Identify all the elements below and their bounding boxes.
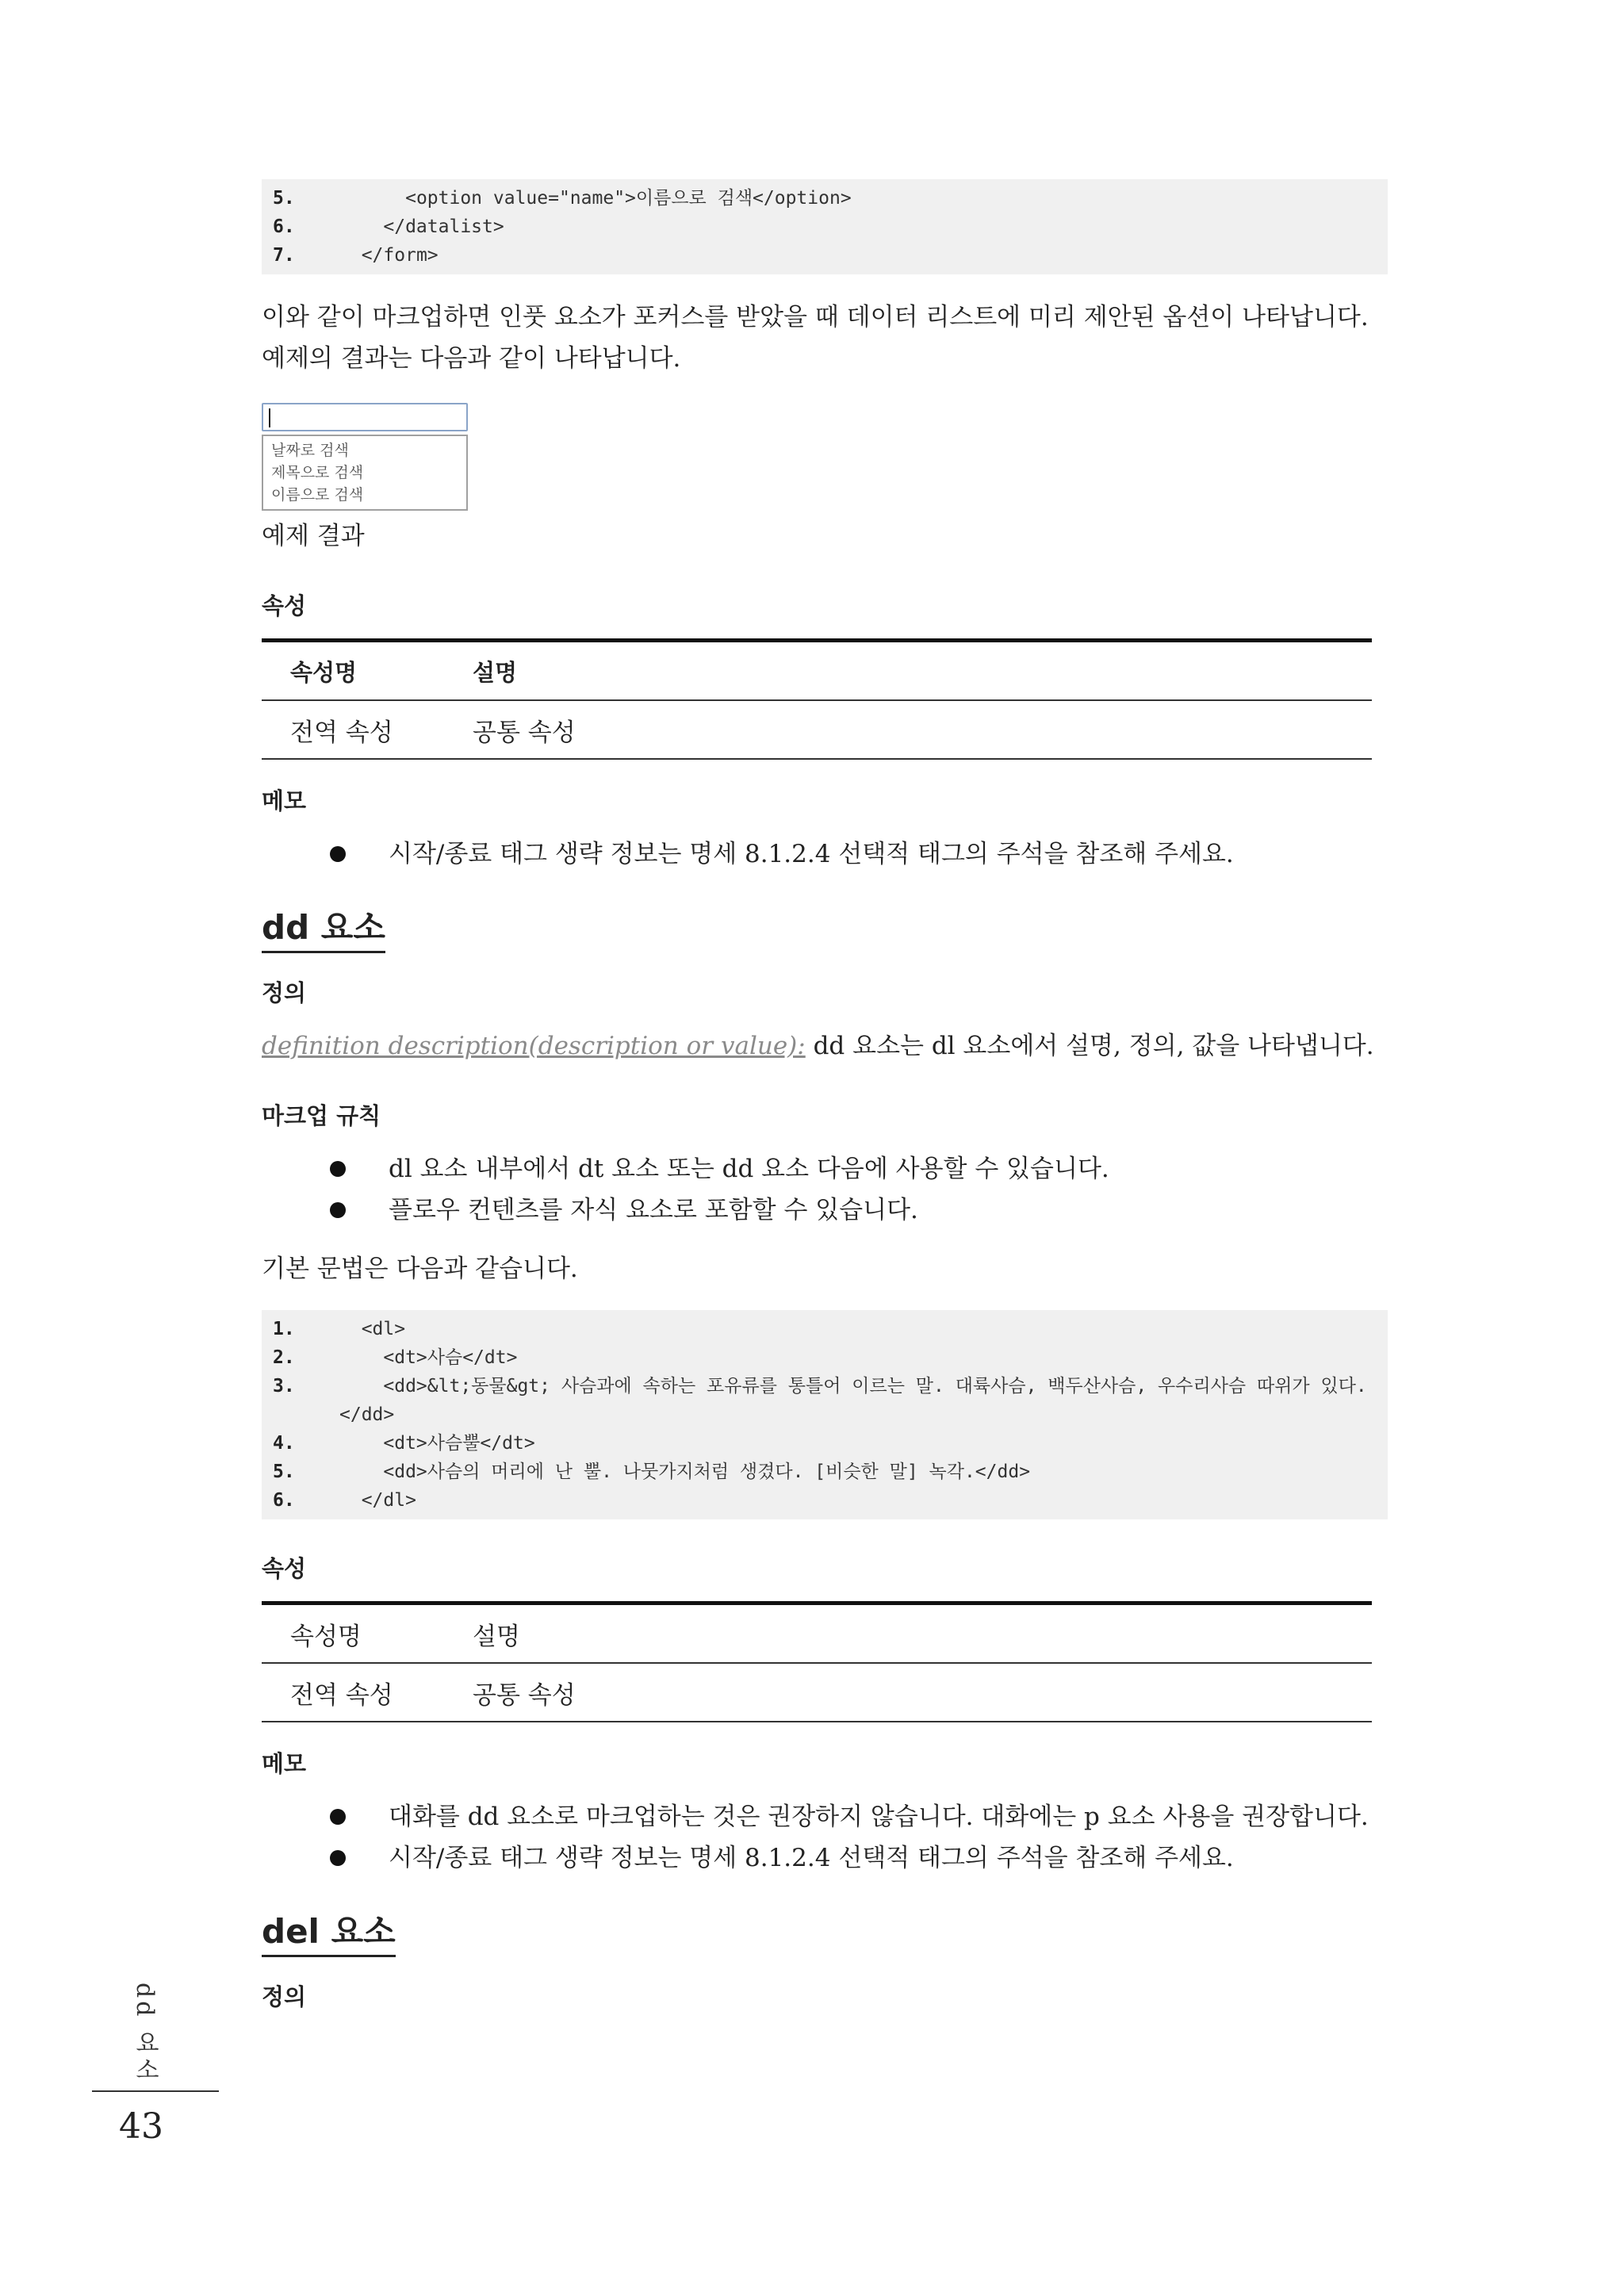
code-line: 2. <dt>사슴</dt> <box>273 1347 518 1368</box>
definition-heading: 정의 <box>262 979 307 1006</box>
table-row <box>262 700 1372 759</box>
datalist-option: 날짜로 검색 <box>271 442 349 459</box>
cell-attr-name: 전역 속성 <box>290 718 393 747</box>
list-item: 시작/종료 태그 생략 정보는 명세 8.1.2.4 선택적 태그의 주석을 참조해 주세요. <box>330 833 1388 875</box>
datalist-option: 제목으로 검색 <box>271 464 364 481</box>
code-line: 5. <option value="name">이름으로 검색</option> <box>273 188 852 209</box>
markup-rules-heading: 마크업 규칙 <box>262 1102 381 1129</box>
list-item: 시작/종료 태그 생략 정보는 명세 8.1.2.4 선택적 태그의 주석을 참조해 주세요. <box>330 1837 1388 1879</box>
table-header-row <box>262 1603 1372 1664</box>
header-attr-name: 속성명 <box>290 1622 362 1651</box>
code-line: 5. <dd>사슴의 머리에 난 뿔. 나뭇가지처럼 생겼다. [비슷한 말] 녹각.</dd> <box>273 1462 1031 1482</box>
attributes-table <box>262 638 1372 760</box>
side-divider <box>92 2090 219 2092</box>
code-line: 6. </datalist> <box>273 216 504 237</box>
intro-paragraph: 이와 같이 마크업하면 인풋 요소가 포커스를 받았을 때 데이터 리스트에 미리 제안된 옵션이 나타납니다. 예제의 결과는 다음과 같이 나타납니다. <box>262 303 1369 373</box>
bullet-icon <box>330 1161 346 1177</box>
definition-text: dd 요소는 dl 요소에서 설명, 정의, 값을 나타냅니다. <box>805 1032 1374 1060</box>
code-line: 1. <dl> <box>273 1319 406 1339</box>
dd-section-title: dd 요소 <box>262 902 385 953</box>
side-section-label: dd 요소 <box>131 1983 159 2084</box>
syntax-paragraph: 기본 문법은 다음과 같습니다. <box>262 1255 578 1283</box>
example-figure <box>262 403 468 511</box>
del-section-title: del 요소 <box>262 1906 396 1957</box>
definition-heading: 정의 <box>262 1983 307 2010</box>
list-item: 대화를 dd 요소로 마크업하는 것은 권장하지 않습니다. 대화에는 p 요소 사용을 권장합니다. <box>330 1796 1388 1837</box>
code-block-datalist <box>262 179 1388 274</box>
header-description: 설명 <box>473 658 518 686</box>
table-header-row <box>262 641 1372 701</box>
memo-list <box>262 833 1388 875</box>
example-input <box>262 403 468 431</box>
definition-term: definition description(description or value): <box>262 1032 806 1060</box>
code-line: 4. <dt>사슴뿔</dt> <box>273 1433 535 1454</box>
code-line: 3. <dd>&lt;동물&gt; 사슴과에 속하는 포유류를 통틀어 이르는 말. 대륙사슴, 백두산사슴, 우수리사슴 따위가 있다.</dd> <box>273 1376 1367 1425</box>
header-attr-name: 속성명 <box>290 658 358 686</box>
code-line: 6. </dl> <box>273 1490 416 1511</box>
bullet-icon <box>330 1850 346 1866</box>
cell-attr-name: 전역 속성 <box>290 1680 393 1710</box>
bullet-icon <box>330 1809 346 1825</box>
attributes-table <box>262 1601 1372 1722</box>
datalist-option: 이름으로 검색 <box>271 486 364 504</box>
memo-heading: 메모 <box>262 787 307 814</box>
list-item: dl 요소 내부에서 dt 요소 또는 dd 요소 다음에 사용할 수 있습니다. <box>330 1148 1388 1190</box>
example-datalist <box>262 435 468 511</box>
attributes-heading: 속성 <box>262 592 307 619</box>
memo-heading: 메모 <box>262 1750 307 1777</box>
cell-description: 공통 속성 <box>473 718 576 747</box>
markup-rules-list <box>262 1148 1388 1231</box>
text-caret <box>269 408 270 427</box>
attributes-heading: 속성 <box>262 1555 307 1582</box>
code-line: 7. </form> <box>273 245 439 266</box>
page-content <box>262 179 1388 2029</box>
memo-list <box>262 1796 1388 1879</box>
definition-paragraph <box>262 1025 1388 1067</box>
page-number: 43 <box>119 2106 163 2147</box>
table-row <box>262 1663 1372 1722</box>
cell-description: 공통 속성 <box>473 1680 576 1710</box>
bullet-icon <box>330 846 346 862</box>
figure-caption: 예제 결과 <box>262 522 365 550</box>
bullet-icon <box>330 1202 346 1218</box>
list-item: 플로우 컨텐츠를 자식 요소로 포함할 수 있습니다. <box>330 1190 1388 1231</box>
header-description: 설명 <box>473 1622 520 1651</box>
code-block-dl <box>262 1310 1388 1519</box>
